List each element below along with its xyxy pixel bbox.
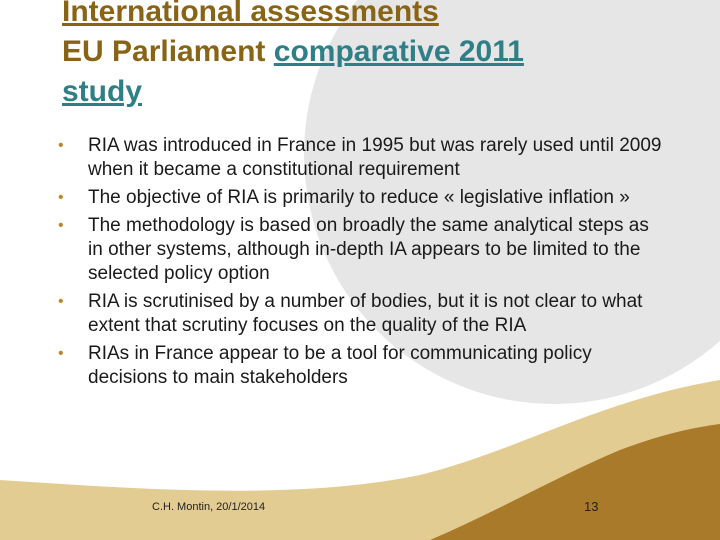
bullet-text: RIA is scrutinised by a number of bodies, but it is not clear to what extent that scrutiny focuses on the quality of the RIA — [88, 291, 643, 336]
bullet-list — [58, 134, 668, 394]
title-link-study[interactable]: study — [62, 75, 143, 108]
title-link-comparative-2011[interactable]: comparative 2011 — [273, 35, 524, 68]
bullet-text: RIA was introduced in France in 1995 but was rarely used until 2009 when it became a constitutional requirement — [88, 135, 662, 180]
bullet-text: The objective of RIA is primarily to reduce « legislative inflation » — [88, 187, 630, 208]
bullet-text: RIAs in France appear to be a tool for communicating policy decisions to main stakeholders — [88, 343, 592, 388]
title-line-1: International assessments — [62, 0, 439, 28]
title-line-2-prefix: EU Parliament — [62, 35, 266, 68]
bullet-item — [58, 342, 668, 390]
footer-author-date: C.H. Montin, 20/1/2014 — [152, 501, 266, 513]
slide-title — [62, 0, 662, 112]
bullet-icon: • — [58, 345, 64, 362]
bullet-text: The methodology is based on broadly the same analytical steps as in other systems, although in-depth IA appears to be limited to the selected policy option — [88, 215, 649, 284]
page-number: 13 — [584, 499, 599, 514]
bullet-item — [58, 134, 668, 182]
bullet-item — [58, 290, 668, 338]
bullet-icon: • — [58, 293, 64, 310]
decorative-wave — [0, 380, 720, 540]
bullet-item — [58, 214, 668, 286]
bullet-icon: • — [58, 137, 64, 154]
bullet-icon: • — [58, 217, 64, 234]
bullet-icon: • — [58, 189, 64, 206]
bullet-item — [58, 186, 668, 210]
